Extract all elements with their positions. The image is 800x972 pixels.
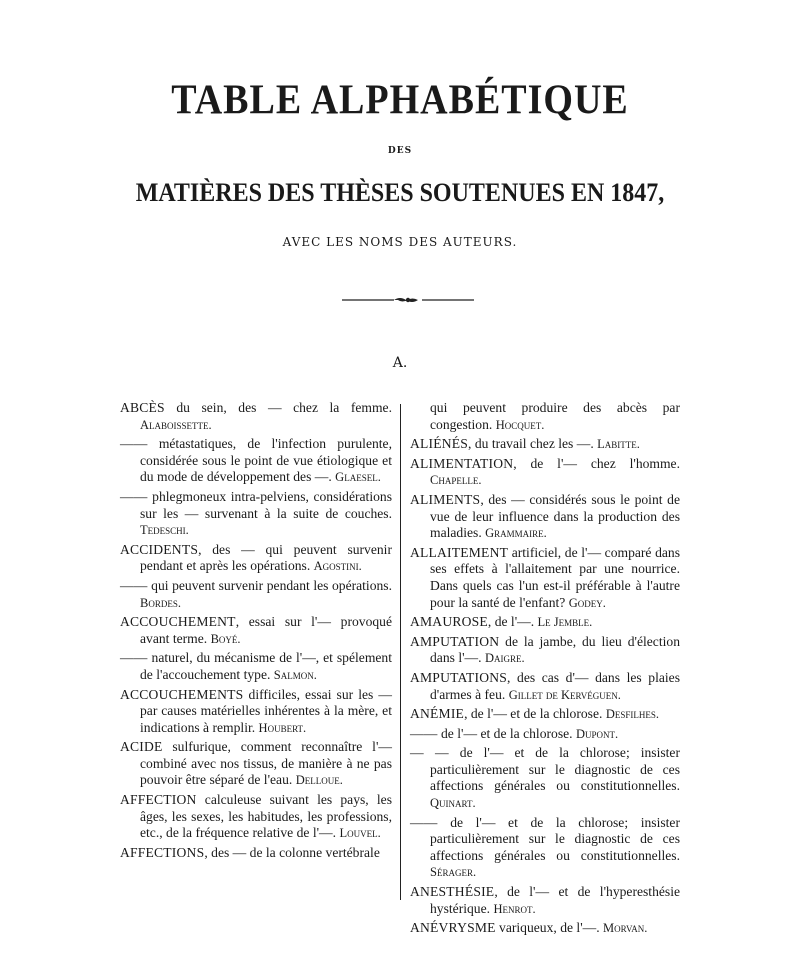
entry-text: , de l'— chez l'homme. <box>513 455 680 471</box>
index-entry <box>120 578 392 611</box>
entry-heading: AMAUROSE <box>410 614 488 630</box>
index-entry <box>410 436 680 453</box>
column-divider <box>400 404 401 900</box>
page-subtitle: MATIÈRES DES THÈSES SOUTENUES EN 1847, <box>135 178 665 208</box>
entry-author: Labitte. <box>597 437 640 452</box>
entry-text: de la jambe, du lieu d'élection dans l'—. <box>430 633 680 666</box>
index-entry <box>120 792 392 842</box>
entry-heading: ACCOUCHEMENT <box>120 614 236 630</box>
entry-author: Chapelle. <box>430 473 482 488</box>
entry-author: Tedeschi. <box>140 523 189 538</box>
entry-text: sulfurique, comment reconnaître l'— combiné avec nos tissus, de manière à ne pas pouvoir être séparé de l'eau. <box>140 739 392 788</box>
page-title: TABLE ALPHABÉTIQUE <box>171 76 629 124</box>
index-entry <box>410 815 680 881</box>
entry-text: artificiel, de l'— comparé dans ses effets à l'allaitement par une nourrice. Dans quels cas l'un est-il préférable à l'autre pour la santé de l'enfant? <box>430 544 680 610</box>
authors-note: AVEC LES NOMS DES AUTEURS. <box>282 235 518 249</box>
entry-heading: ALIMENTATION <box>410 455 514 471</box>
entry-text: , de l'—. <box>487 614 538 630</box>
entry-heading: ANÉVRYSME <box>410 920 496 936</box>
index-entry <box>120 542 392 575</box>
index-entry <box>410 400 680 433</box>
entry-heading: —— <box>120 577 148 593</box>
entry-heading: —— <box>410 725 438 741</box>
entry-author: Hocquet. <box>495 417 545 432</box>
entry-text: , essai sur l'— provoqué avant terme. <box>140 614 392 646</box>
entry-heading: —— <box>120 650 148 666</box>
entry-author: Alaboissette. <box>140 417 212 432</box>
entry-heading: ALLAITEMENT <box>410 544 509 560</box>
entry-heading: ACCIDENTS <box>120 541 199 557</box>
entry-author: Desfilhes. <box>605 707 659 722</box>
entry-heading: —— <box>120 488 148 504</box>
index-entry <box>120 614 392 647</box>
entry-text: , du travail chez les —. <box>468 436 598 452</box>
entry-author: Agostini. <box>313 559 362 574</box>
entry-author: Dupont. <box>575 726 619 741</box>
entry-heading: AMPUTATION <box>410 633 500 649</box>
index-entry <box>410 670 680 703</box>
entry-author: Sérager. <box>430 865 477 880</box>
entry-text: qui peuvent produire des abcès par congestion. <box>430 400 680 432</box>
entry-author: Louvel. <box>339 826 381 841</box>
entry-author: Daigre. <box>484 651 525 666</box>
entry-author: Delloue. <box>295 773 343 788</box>
index-entry <box>410 545 680 611</box>
index-entry <box>120 489 392 539</box>
entry-heading: AMPUTATIONS <box>410 669 508 685</box>
index-entry <box>410 745 680 811</box>
ornament-divider-icon <box>342 292 474 308</box>
entry-text: de l'— et de la chlorose. <box>437 725 576 741</box>
connector-des: DES <box>387 146 413 156</box>
index-entry <box>410 614 680 631</box>
entry-text: naturel, du mécanisme de l'—, et spélement de l'accouchement type. <box>140 650 392 682</box>
left-column <box>120 400 392 864</box>
index-entry <box>120 400 392 433</box>
entry-text: , de l'— et de la chlorose. <box>464 706 606 722</box>
entry-heading: — — <box>410 745 449 761</box>
entry-author: Glaesel. <box>335 470 381 485</box>
entry-heading: AFFECTION <box>120 792 197 808</box>
entry-text: de l'— et de la chlorose; insister particulièrement sur le diagnostic de ces affections générales ou constitutionnelles. <box>430 745 680 794</box>
entry-text: de l'— et de la chlorose; insister particulièrement sur le diagnostic de ces affections générales ou constitutionnelles. <box>430 814 680 863</box>
entry-heading: ANÉMIE <box>410 706 465 722</box>
entry-author: Salmon. <box>273 667 317 682</box>
section-letter: A. <box>392 355 408 371</box>
entry-text: , de l'— et de l'hyperesthésie hystérique. <box>430 884 680 916</box>
entry-text: difficiles, essai sur les — par causes matérielles inhérentes à la mère, et indications à remplir. <box>140 686 392 735</box>
entry-text: , des cas d'— dans les plaies d'armes à feu. <box>430 669 680 702</box>
entry-text: phlegmoneux intra-pelviens, considérations sur les — survenant à la suite de couches. <box>140 488 392 521</box>
index-entry <box>120 739 392 789</box>
entry-author: Bordes. <box>140 595 181 610</box>
entry-author: Houbert. <box>258 720 307 735</box>
entry-heading: ABCÈS <box>120 400 165 415</box>
entry-heading: —— <box>120 436 148 452</box>
index-entry <box>120 650 392 683</box>
entry-author: Gillet de Kervéguen. <box>508 687 621 702</box>
entry-text: , des — de la colonne vertébrale <box>204 844 380 860</box>
entry-heading: ANESTHÉSIE <box>410 884 495 900</box>
entry-heading: ACCOUCHEMENTS <box>120 686 244 702</box>
entry-text: variqueux, de l'—. <box>495 920 604 936</box>
entry-author: Godey. <box>568 595 606 610</box>
entry-heading: ALIÉNÉS <box>410 436 469 452</box>
entry-heading: —— <box>410 814 438 830</box>
entry-author: Le Jemble. <box>537 615 593 630</box>
index-entry <box>410 456 680 489</box>
entry-author: Morvan. <box>603 921 648 936</box>
entry-heading: AFFECTIONS <box>120 844 205 860</box>
index-entry <box>410 884 680 917</box>
right-column <box>410 400 680 940</box>
entry-author: Grammaire. <box>485 526 547 541</box>
entry-author: Boyé. <box>210 631 241 646</box>
index-entry <box>410 920 680 937</box>
entry-author: Henrot. <box>493 901 536 916</box>
index-entry <box>410 706 680 723</box>
index-entry <box>120 687 392 737</box>
entry-text: qui peuvent survenir pendant les opérations. <box>147 577 392 593</box>
entry-text: , des — qui peuvent survenir pendant et après les opérations. <box>140 541 392 574</box>
index-entry <box>120 845 392 862</box>
entry-text: , des — considérés sous le point de vue de leur influence dans la production des maladies. <box>430 491 680 541</box>
entry-text: du sein, des — chez la femme. <box>164 400 392 415</box>
index-entry <box>410 492 680 542</box>
entry-text: calculeuse suivant les pays, les âges, les sexes, les habitudes, les professions, etc., de la fréquence relative de l'—. <box>140 792 392 841</box>
index-entry <box>410 634 680 667</box>
entry-text: métastatiques, de l'infection purulente, considérée sous le point de vue étiologique et du mode de développement des —. <box>140 436 392 485</box>
index-entry <box>120 436 392 486</box>
entry-heading: ACIDE <box>120 739 163 755</box>
index-entry <box>410 726 680 743</box>
entry-author: Quinart. <box>430 796 476 811</box>
entry-heading: ALIMENTS <box>410 491 481 507</box>
